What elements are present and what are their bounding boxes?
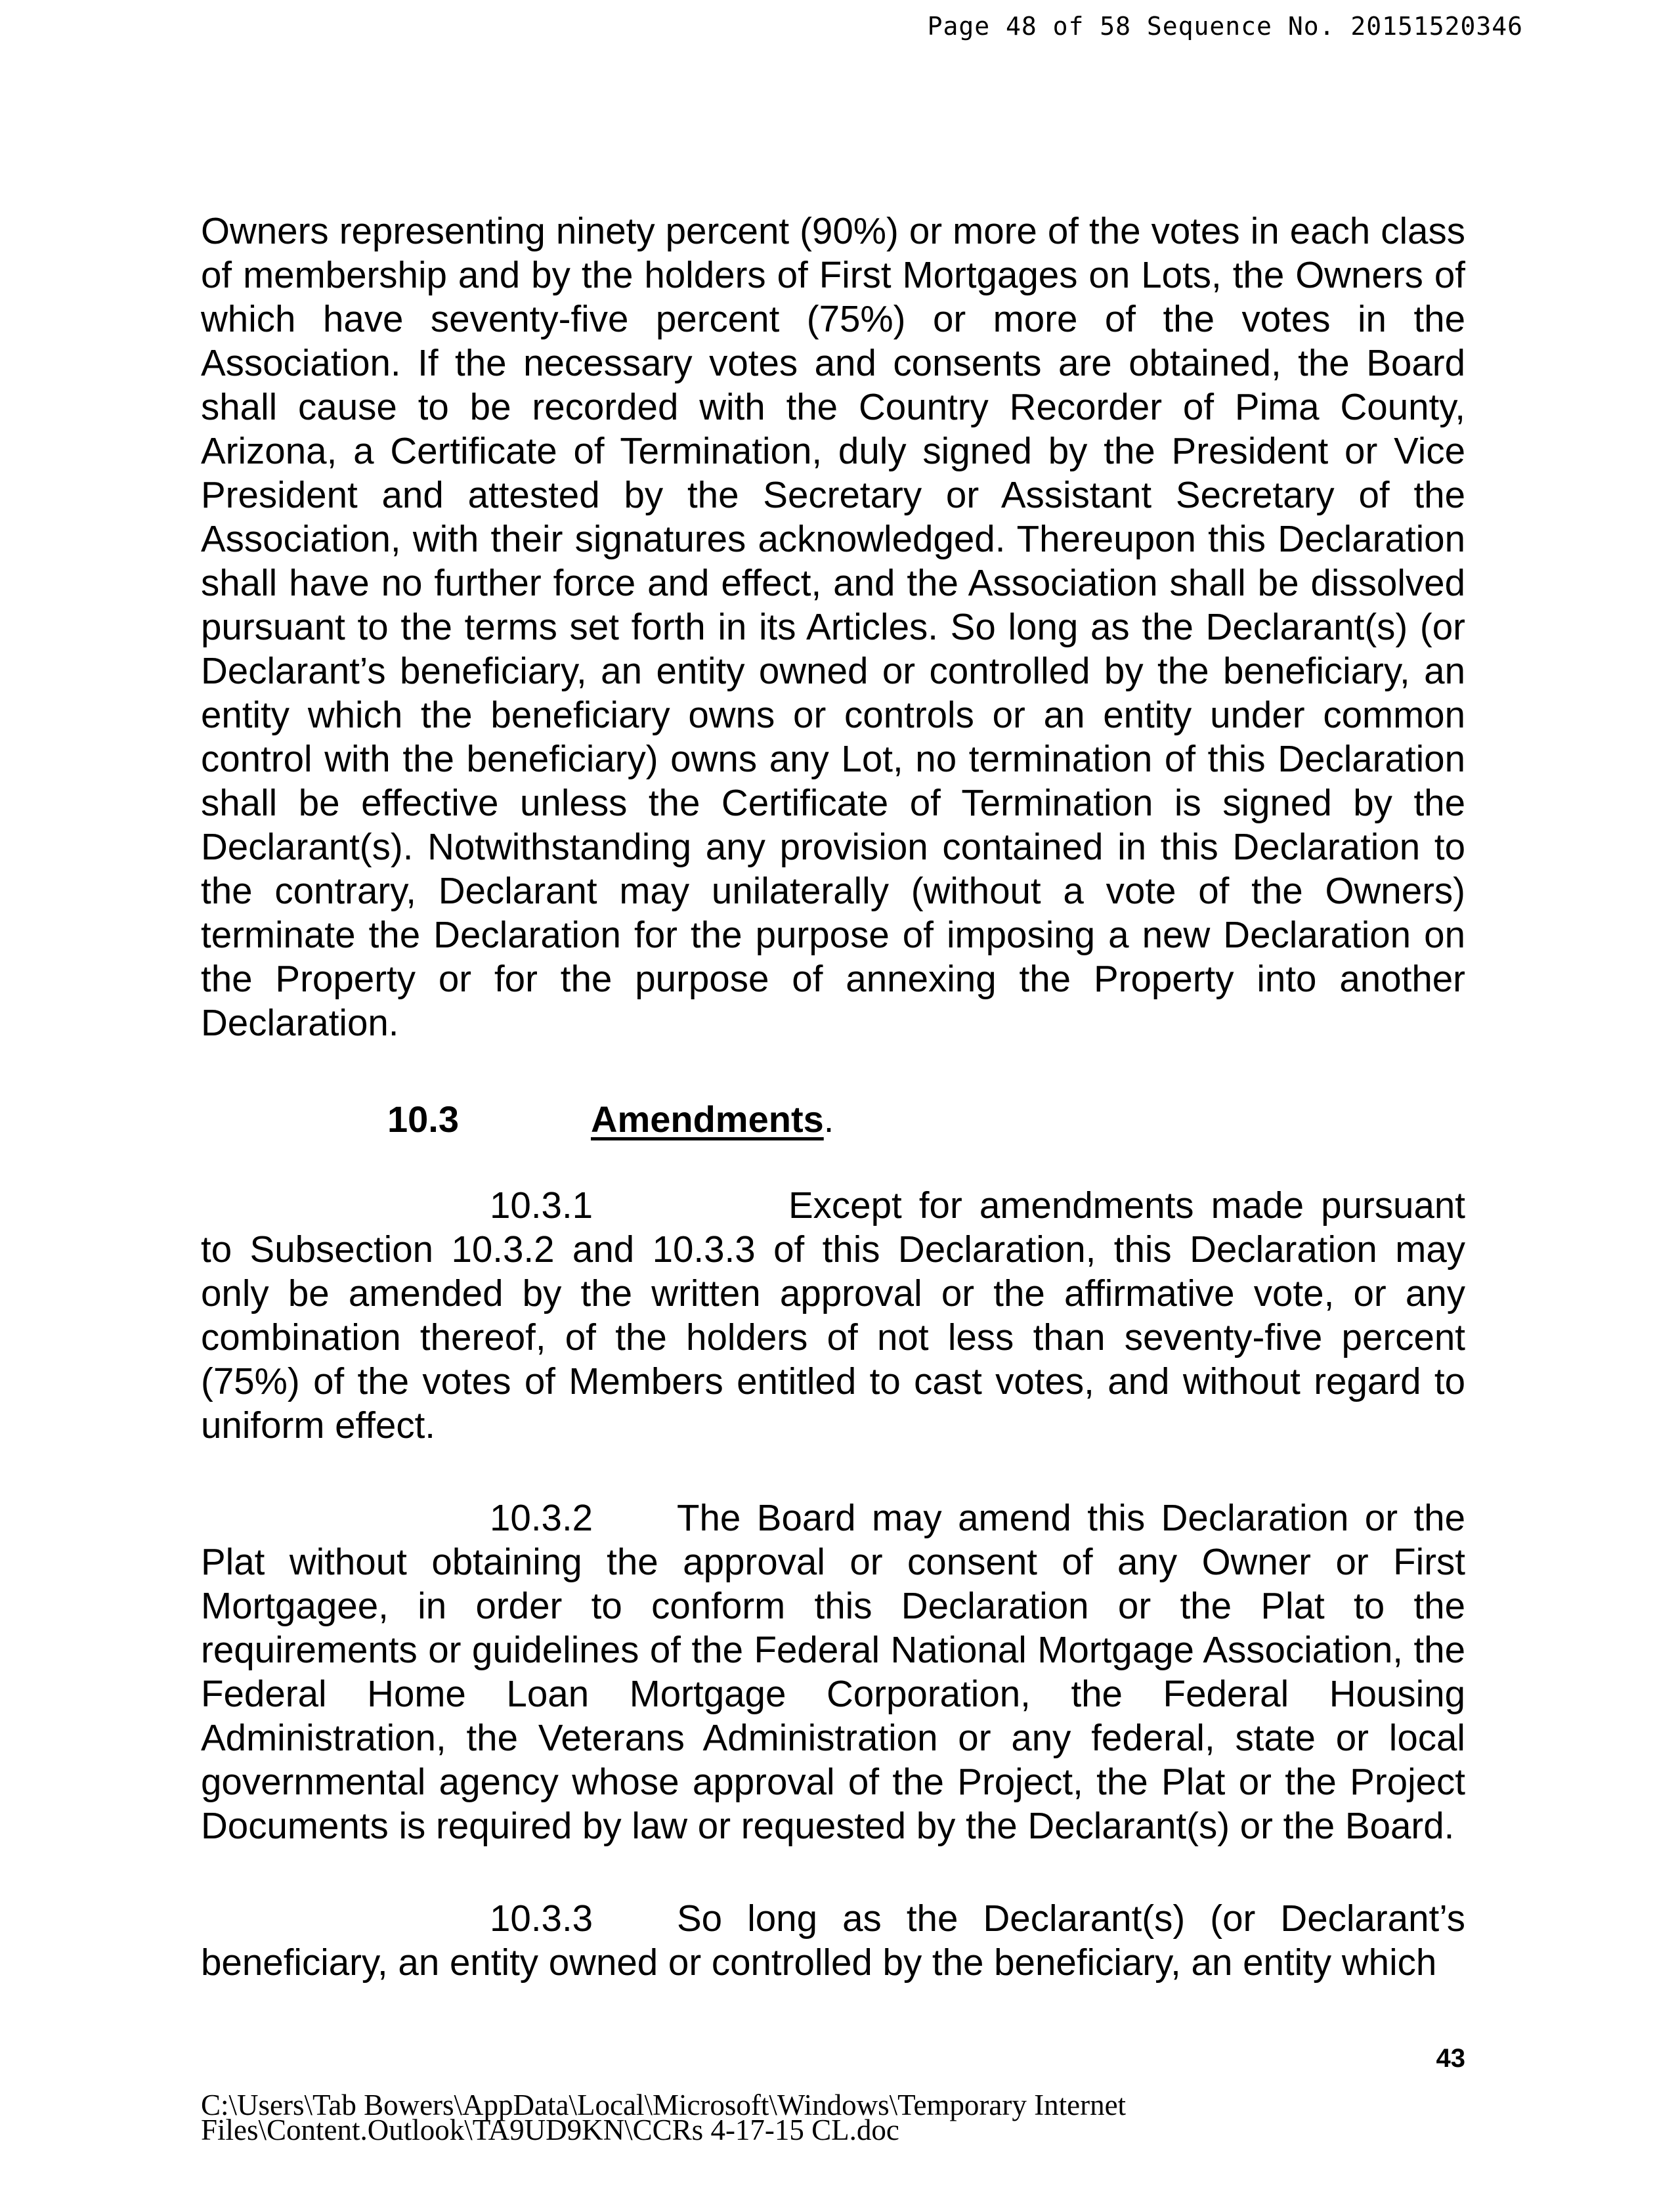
page-sequence-header: Page 48 of 58 Sequence No. 20151520346 (927, 12, 1523, 41)
subsection-text: Except for amendments made pursuant to Subsection 10.3.2 and 10.3.3 of this Declaration, this Declaration may only be amended by the written approval or the affirmative vote, or any combination thereof, of the holders of not less than seventy-five percent (75%) of the votes of Members entitled to cast votes, and without regard to uniform effect. (201, 1184, 1465, 1446)
subsection-10-3-1 (201, 1183, 1465, 1447)
page-number: 43 (1436, 2044, 1465, 2073)
file-path-footer (201, 2089, 1317, 2146)
subsection-number: 10.3.1 (490, 1184, 593, 1226)
subsection-text: So long as the Declarant(s) (or Declarant’s beneficiary, an entity owned or controlled by the beneficiary, an entity which (201, 1898, 1465, 1983)
termination-paragraph: Owners representing ninety percent (90%) or more of the votes in each class of membership and by the holders of First Mortgages on Lots, the Owners of which have seventy-five percent (75%) or more of the votes in the Association. If the necessary votes and consents are obtained, the Board shall cause to be recorded with the Country Recorder of Pima County, Arizona, a Certificate of Termination, duly signed by the President or Vice President and attested by the Secretary or Assistant Secretary of the Association, with their signatures acknowledged. Thereupon this Declaration shall have no further force and effect, and the Association shall be dissolved pursuant to the terms set forth in its Articles. So long as the Declarant(s) (or Declarant’s beneficiary, an entity owned or controlled by the beneficiary, an entity which the beneficiary owns or controls or an entity under common control with the beneficiary) owns any Lot, no termination of this Declaration shall be effective unless the Certificate of Termination is signed by the Declarant(s). Notwithstanding any provision contained in this Declaration to the contrary, Declarant may unilaterally (without a vote of the Owners) terminate the Declaration for the purpose of imposing a new Declaration on the Property or for the purpose of annexing the Property into another Declaration. (201, 210, 1465, 1043)
subsection-number: 10.3.2 (490, 1497, 593, 1538)
file-path-line-2: Files\Content.Outlook\TA9UD9KN\CCRs 4-17-15 CL.doc (201, 2114, 899, 2146)
subsection-text: The Board may amend this Declaration or the Plat without obtaining the approval or consent of any Owner or First Mortgagee, in order to conform this Declaration or the Plat to the requirements or guidelines of the Federal National Mortgage Association, the Federal Home Loan Mortgage Corporation, the Federal Housing Administration, the Veterans Administration or any federal, state or local governmental agency whose approval of the Project, the Plat or the Project Documents is required by law or requested by the Declarant(s) or the Board. (201, 1497, 1465, 1846)
section-title-punct: . (823, 1098, 834, 1140)
section-title: Amendments (591, 1098, 824, 1140)
subsection-10-3-2 (201, 1496, 1465, 1848)
subsection-10-3-3 (201, 1896, 1465, 1984)
section-heading (387, 1097, 834, 1141)
subsection-number: 10.3.3 (490, 1898, 593, 1939)
file-path-line-1: C:\Users\Tab Bowers\AppData\Local\Microsoft\Windows\Temporary Internet (201, 2089, 1127, 2121)
section-number: 10.3 (387, 1098, 459, 1140)
